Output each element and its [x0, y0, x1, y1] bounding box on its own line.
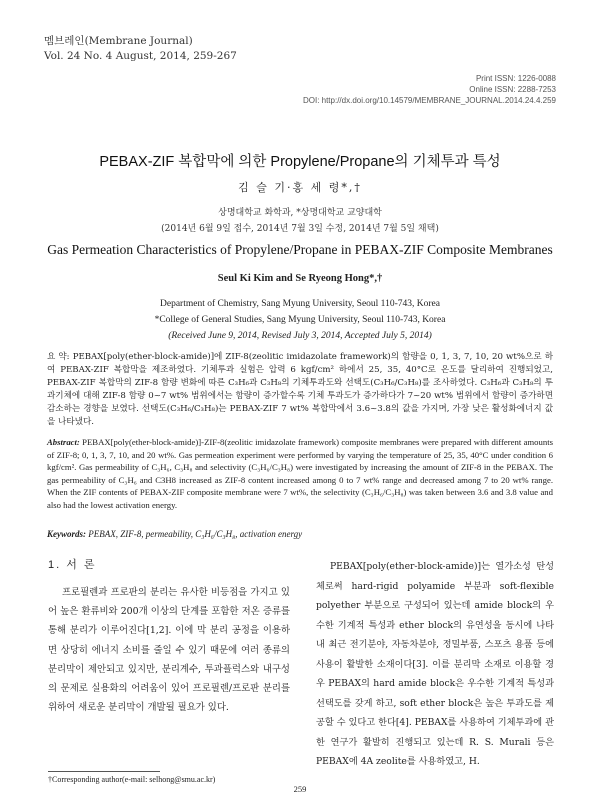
right-column [316, 557, 554, 772]
authors-korean: 김 슬 기·홍 세 령*,† [238, 181, 362, 194]
footnote-divider [48, 771, 160, 772]
abstract-korean [47, 351, 553, 429]
journal-header [44, 34, 237, 64]
affiliation-english-line2: *College of General Studies, Sang Myung University, Seoul 110-743, Korea [154, 315, 446, 325]
section-heading: 1. 서 론 [48, 559, 97, 571]
abstract-english [47, 436, 553, 512]
journal-name: 멤브레인(Membrane Journal) [44, 35, 193, 47]
intro-paragraph-left: 프로필렌과 프로판의 분리는 유사한 비등점을 가지고 있어 높은 환류비와 200개 이상의 단계를 포함한 저온 증류를 통해 분리가 이루어진다[1,2]. 이에 막 분리 공정을 이용하면 상당히 에너지 소비를 줄일 수 있기 때문에 여러 종류의 분리막이 제안되고 있지만, 분리계수, 투과플럭스와 내구성의 문제로 실용화의 어려움이 있어 프로필렌/프로판 분리를 위하여 새로운 분리막이 개발될 필요가 있다. [48, 587, 290, 714]
page-number: 259 [293, 784, 307, 794]
abstract-korean-label: 요 약: [47, 352, 70, 362]
doi: DOI: http://dx.doi.org/10.14579/MEMBRANE_JOURNAL.2014.24.4.259 [302, 96, 556, 105]
dates-korean: (2014년 6월 9일 접수, 2014년 7월 3일 수정, 2014년 7월 5일 채택) [161, 224, 439, 234]
journal-volume: Vol. 24 No. 4 August, 2014, 259-267 [44, 50, 237, 62]
keywords-label: Keywords: [47, 529, 86, 539]
keywords-text: PEBAX, ZIF-8, permeability, C₃H₆/C₃H₈, activation energy [88, 529, 303, 539]
abstract-english-text: PEBAX[poly(ether-block-amide)]-ZIF-8(zeolitic imidazolate framework) composite membranes were prepared with different amounts of ZIF-8; 0, 1, 3, 7, 10, and 20 wt%. Gas permeation experiment were performed by varying the temperature of 25, 35, 40°C under condition 6 kgf/cm². Gas permeability of C₃H₆, C₃H₈ and selectivity (C₃H₆/C₃H₈) were investigated by increasing the amount of ZIF-8 in the PEBAX. The gas permeability of C₃H₆ and C3H8 increased as ZIF-8 content increased among 0 to 7 wt% range and decreased among 7 to 20 wt% range. When the ZIF contents of PEBAX-ZIF composite membrane were 7 wt%, the selectivity (C₃H₆/C₃H₈) was taken between 3.6 and 3.8 value and also had the lowest activation energy. [47, 437, 554, 510]
footnote: †Corresponding author(e-mail: selhong@smu.ac.kr) [48, 775, 216, 784]
authors-english: Seul Ki Kim and Se Ryeong Hong*,† [217, 273, 383, 284]
affiliation-korean-line: 상명대학교 화학과, *상명대학교 교양대학 [218, 208, 382, 218]
issn-block [303, 73, 556, 106]
online-issn: Online ISSN: 2288-7253 [469, 85, 556, 94]
title-korean: PEBAX-ZIF 복합막에 의한 Propylene/Propane의 기체투과 특성 [99, 154, 501, 170]
title-english: Gas Permeation Characteristics of Propylene/Propane in PEBAX-ZIF Composite Membranes [47, 242, 553, 257]
dates-english: (Received June 9, 2014, Revised July 3, 2014, Accepted July 5, 2014) [168, 331, 432, 341]
print-issn: Print ISSN: 1226-0088 [475, 74, 556, 83]
abstract-english-label: Abstract: [47, 437, 80, 447]
left-column [48, 583, 290, 717]
affiliation-korean [0, 205, 600, 237]
affiliation-english-line1: Department of Chemistry, Sang Myung University, Seoul 110-743, Korea [160, 299, 440, 309]
affiliation-english [0, 296, 600, 344]
intro-paragraph-right: PEBAX[poly(ether-block-amide)]는 열가소성 탄성체로써 hard-rigid polyamide 부분과 soft-flexible polyether 부분으로 구성되어 있는데 amide block의 우수한 기계적 특성과 ether block의 유연성을 동시에 나타내 최근 전기분야, 자동차분야, 정밀부품, 스포츠 용품 등에 사용이 활발한 소재이다[3]. 이를 분리막 소재로 이용할 경우 PEBAX의 hard amide block은 우수한 기계적 특성과 선택도를 갖게 하고, soft ether block은 높은 투과도를 제공할 수 있다고 한다[4]. PEBAX를 사용하여 기체투과에 관한 연구가 활발히 진행되고 있는데 R. S. Murali 등은 PEBAX에 4A zeolite를 사용하였고, H. [316, 561, 554, 767]
abstract-korean-text: PEBAX[poly(ether-block-amide)]에 ZIF-8(zeolitic imidazolate framework)의 함량을 0, 1, 3, 7, 10, 20 wt%으로 하여 PEBAX-ZIF 복합막을 제조하였다. 기체투과 실험은 압력 6 kgf/cm² 하에서 25, 35, 40°C로 온도를 달리하여 진행되었고, PEBAX-ZIF 복합막의 ZIF-8 함량 변화에 따른 C₃H₆과 C₃H₈의 기체투과도와 선택도(C₃H₆/C₃H₈)를 조사하였다. C₃H₆과 C₃H₈의 투과기체에 대해 ZIF-8 함량 0~7 wt% 범위에서는 함량이 증가할수록 기체 투과도가 증가하다가 7~20 wt% 범위에서 함량이 증가하면 감소하는 경향을 보였다. 선택도(C₃H₆/C₃H₈)는 PEBAX-ZIF 7 wt% 복합막에서 3.6~3.8의 값을 가지며, 가장 낮은 활성화에너지 값을 나타냈다. [47, 352, 554, 427]
keywords [47, 529, 553, 539]
